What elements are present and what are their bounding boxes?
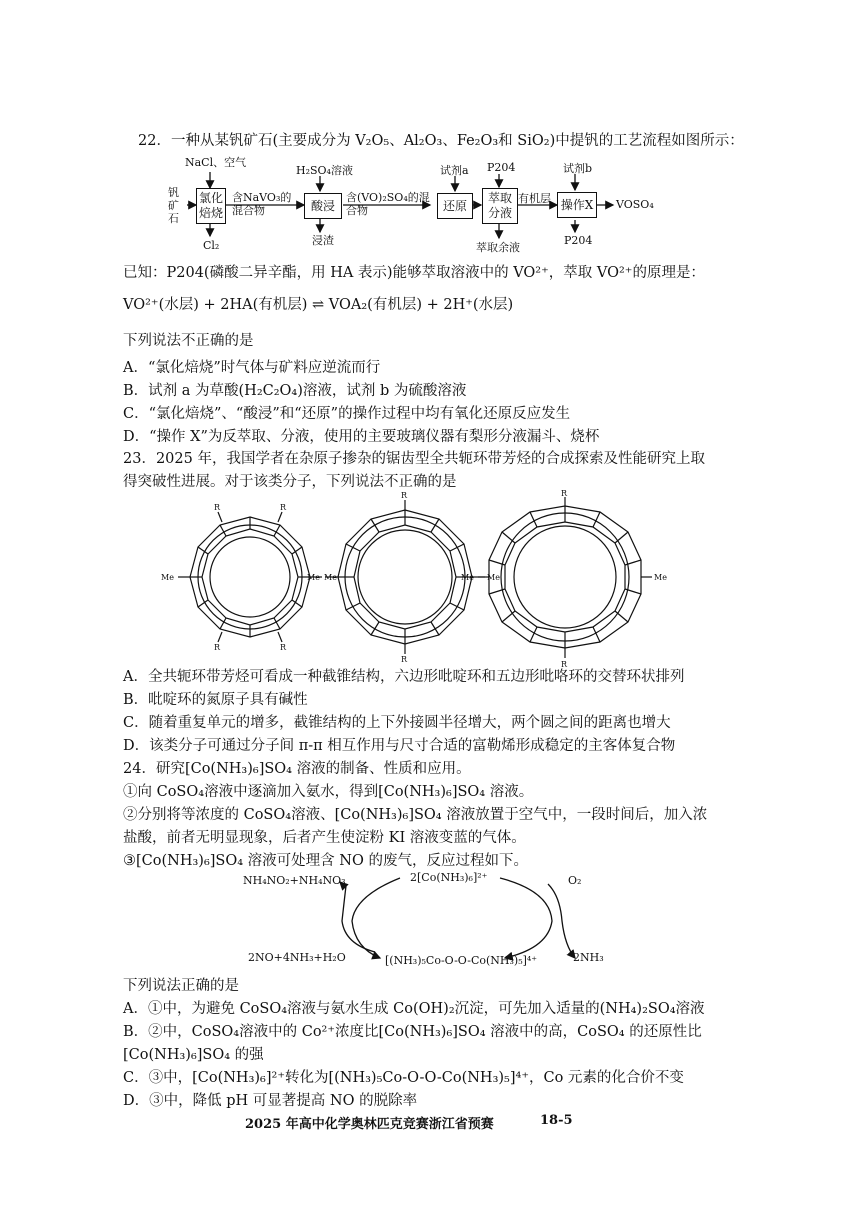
cycle-top-right: O₂ [568,874,582,887]
mol3-me-label: Me [461,573,474,582]
belt-molecule-large [478,497,652,658]
reagent-b-label: 试剂b [563,162,593,175]
q23-option-a: A．全共轭环带芳烃可看成一种截锥结构，六边形吡啶环和五边形吡咯环的交替环状排列 [123,669,685,685]
q22-equation: VO²⁺(水层) + 2HA(有机层) ⇌ VOA₂(有机层) + 2H⁺(水层) [123,297,514,313]
mol1-r-label: R [214,503,221,512]
q24-statement-2b: 盐酸，前者无明显现象，后者产生使淀粉 KI 溶液变蓝的气体。 [123,830,526,846]
q24-statement-2a: ②分别将等浓度的 CoSO₄溶液、[Co(NH₃)₆]SO₄ 溶液放置于空气中，一段时间后，加入浓 [123,807,708,823]
q24-option-a: A．①中，为避免 CoSO₄溶液与氨水生成 Co(OH)₂沉淀，可先加入适量的(NH₄)₂SO₄溶液 [123,1001,705,1017]
q22-option-a: A．“氯化焙烧”时气体与矿料应逆流而行 [123,360,381,376]
mol3-r-label: R [561,660,568,669]
footer-title: 2025 年高中化学奥林匹克竞赛浙江省预赛 [245,1117,494,1132]
operation-x-box: 操作X [557,192,597,218]
mol3-me-label: Me [654,573,667,582]
leach-residue-label: 浸渣 [312,234,334,247]
q23-option-b: B．吡啶环的氮原子具有碱性 [123,692,308,708]
mol2-r-label: R [401,491,408,500]
p204-in-label: P204 [487,161,516,174]
cl2-label: Cl₂ [203,239,220,252]
q23-stem-line1: 23．2025 年，我国学者在杂原子掺杂的锯齿型全共轭环带芳烃的合成探索及性能研究上取 [123,451,705,467]
cycle-top-left: NH₄NO₂+NH₄NO₃ [243,874,346,887]
q22-ask: 下列说法不正确的是 [123,333,254,349]
mol2-me-label: Me [487,573,500,582]
q24-option-b-line1: B．②中，CoSO₄溶液中的 Co²⁺浓度比[Co(NH₃)₆]SO₄ 溶液中的高，CoSO₄ 的还原性比 [123,1024,702,1040]
cycle-bottom-left: 2NO+4NH₃+H₂O [248,951,346,964]
chlorination-roasting-box: 氯化焙烧 [196,188,226,224]
q23-molecule-figures [0,490,860,670]
mol1-r-label: R [280,643,287,652]
q23-stem-line2: 得突破性进展。对于该类分子，下列说法不正确的是 [123,474,457,490]
q22-option-c: C．“氯化焙烧”、“酸浸”和“还原”的操作过程中均有氧化还原反应发生 [123,406,571,422]
voso4-mixture-label: 含(VO)₂SO₄的混合物 [346,191,430,217]
cycle-bottom-mid: [(NH₃)₅Co-O-O-Co(NH₃)₅]⁴⁺ [385,954,538,967]
mol1-me-label: Me [324,573,337,582]
p204-out-label: P204 [564,234,593,247]
q23-option-d: D．该类分子可通过分子间 π-π 相互作用与尺寸合适的富勒烯形成稳定的主客体复合物 [123,738,676,754]
mol2-me-label: Me [307,573,320,582]
q24-stem: 24．研究[Co(NH₃)₆]SO₄ 溶液的制备、性质和应用。 [123,761,471,777]
q22-option-d: D．“操作 X”为反萃取、分液，使用的主要玻璃仪器有梨形分液漏斗、烧杯 [123,429,600,445]
flow-arrows [0,0,860,260]
q24-option-d: D．③中，降低 pH 可显著提高 NO 的脱除率 [123,1093,418,1109]
raffinate-label: 萃取余液 [476,241,520,254]
mol3-r-label: R [561,490,568,498]
cycle-bottom-right: 2NH₃ [573,951,604,964]
q24-ask: 下列说法正确的是 [123,978,239,994]
q22-stem: 22．一种从某钒矿石(主要成分为 V₂O₅、Al₂O₃、Fe₂O₃和 SiO₂)中提钒的工艺流程如图所示： [138,133,744,149]
belt-molecule-small [178,512,322,642]
mol1-r-label: R [280,503,287,512]
q24-option-c: C．③中，[Co(NH₃)₆]²⁺转化为[(NH₃)₅Co-O-O-Co(NH₃)₅]⁴⁺，Co 元素的化合价不变 [123,1070,684,1086]
q24-option-b-line2: [Co(NH₃)₆]SO₄ 的强 [123,1047,264,1063]
footer-page-number: 18-5 [540,1113,573,1128]
reagent-a-label: 试剂a [440,164,469,177]
navo3-mixture-label: 含NaVO₃的混合物 [232,191,292,217]
cycle-top-mid: 2[Co(NH₃)₆]²⁺ [410,871,488,884]
reduction-box: 还原 [437,193,473,219]
mol2-r-label: R [401,655,408,664]
nacl-air-label: NaCl、空气 [185,156,247,169]
q24-statement-1: ①向 CoSO₄溶液中逐滴加入氨水，得到[Co(NH₃)₆]SO₄ 溶液。 [123,784,534,800]
voso4-product-label: VOSO₄ [616,198,654,211]
organic-layer-label: 有机层 [518,192,551,205]
h2so4-label: H₂SO₄溶液 [296,164,353,177]
acid-leach-box: 酸浸 [304,193,342,219]
q23-option-c: C．随着重复单元的增多，截锥结构的上下外接圆半径增大，两个圆之间的距离也增大 [123,715,671,731]
ore-label: 钒矿石 [168,186,179,225]
q22-option-b: B．试剂 a 为草酸(H₂C₂O₄)溶液，试剂 b 为硫酸溶液 [123,383,467,399]
q22-known: 已知：P204(磷酸二异辛酯，用 HA 表示)能够萃取溶液中的 VO²⁺，萃取 VO²⁺的原理是： [123,265,705,281]
mol1-me-label: Me [161,573,174,582]
q24-statement-3: ③[Co(NH₃)₆]SO₄ 溶液可处理含 NO 的废气，反应过程如下。 [123,853,528,869]
mol1-r-label: R [214,643,221,652]
extraction-box: 萃取分液 [482,188,518,224]
